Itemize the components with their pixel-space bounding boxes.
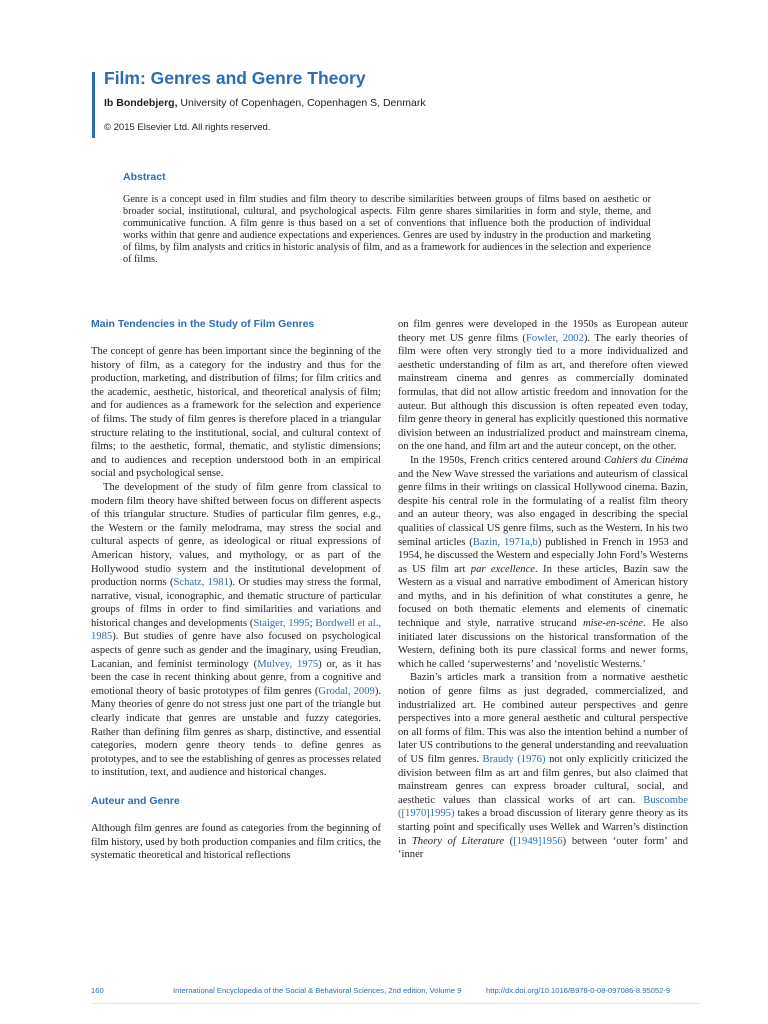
- citation-link[interactable]: Staiger, 1995: [253, 617, 310, 629]
- journal-citation: International Encyclopedia of the Social & Behavioral Sciences, 2nd edition, Volume 9: [173, 986, 462, 995]
- citation-link[interactable]: Buscombe ([1970]1995): [398, 794, 688, 820]
- abstract-heading: Abstract: [123, 171, 166, 183]
- left-column: [91, 317, 381, 863]
- page-number: 160: [91, 986, 104, 995]
- citation-link[interactable]: Schatz, 1981: [173, 577, 229, 589]
- citation-link[interactable]: [1949]1956: [513, 835, 563, 847]
- section-heading-auteur-and-genre: Auteur and Genre: [91, 795, 180, 807]
- paragraph: on film genres were developed in the 1950s as European auteur theory met US genre films (Fowler, 2002). The early theories of film were often very strongly tied to a more individualized and aesthetic understanding of film as art, and therefore often viewed mainstream cinema and genres as commercially dominated formulas, that did not allow artistic freedom and innovation for the auteur. But although this discussion is often repeated even today, film genre theory in general has explicitly questioned this normative division between an industrialized product and mainstream cinema, on the one hand, and film art and the auteur concept, on the other.: [398, 319, 688, 453]
- article-title: Film: Genres and Genre Theory: [104, 68, 366, 88]
- author-name: Ib Bondebjerg,: [104, 97, 178, 109]
- footer-divider: [91, 1003, 701, 1004]
- citation-link[interactable]: Grodal, 2009: [318, 685, 375, 697]
- citation-link[interactable]: Bordwell et al., 1985: [91, 617, 381, 643]
- citation-link[interactable]: Fowler, 2002: [525, 332, 584, 344]
- citation-link[interactable]: Mulvey, 1975: [257, 658, 319, 670]
- paragraph: The development of the study of film genre from classical to modern film theory have shifted between focus on different aspects of this triangular structure. Studies of particular film genres, e.g., the Western or the family melodrama, may stress the social and cultural aspects of genre, as ideological or ritual expressions of American history, values, and mythology, or as part of the Hollywood studio system and the institutional development of production norms (Schatz, 1981). Or studies may stress the formal, narrative, visual, iconographic, and thematic structure of particular groups of films in order to find similarities and variations and historical changes and developments (Staiger, 1995; Bordwell et al., 1985). But studies of genre have also focused on psychological aspects of genre such as gender and the imaginary, using Freudian, Lacanian, and feminist terminology (Mulvey, 1975) or, as it has been the case in recent thinking about genre, from a cognitive and emotional theory of basic prototypes of film genres (Grodal, 2009). Many theories of genre do not stress just one part of the triangle but clearly indicate that genres are unstable and fuzzy categories. Rather than defining film genres as sharp, distinctive, and essential categories, modern genre theory tends to define genres as prototypes, and to see the establishing of genres as processes related to institution, text, and audience and historical changes.: [91, 481, 381, 779]
- paragraph: Although film genres are found as categories from the beginning of film history, used by both production companies and film critics, the systematic theoretical and historical reflections: [91, 823, 381, 862]
- author-affiliation: University of Copenhagen, Copenhagen S, Denmark: [177, 97, 426, 109]
- copyright-notice: © 2015 Elsevier Ltd. All rights reserved.: [104, 122, 271, 133]
- citation-link[interactable]: Bazin, 1971a,b: [472, 536, 538, 548]
- paragraph: The concept of genre has been important since the beginning of the history of film, as a category for the industry and thus for the production, marketing, and distribution of films; for film critics and the academic, aesthetic, historical, and theoretical analysis of film; and for audiences as a framework for the selection and experience of films. The study of film genres is therefore placed in a triangular structure relating to the institutional, social, and cultural context of films; to the aesthetic, formal, thematic, and stylistic dimensions; and to audiences and reception understood both in an empirical social and psychological sense.: [91, 346, 381, 480]
- author-line: [104, 97, 426, 109]
- doi-link[interactable]: http://dx.doi.org/10.1016/B978-0-08-097086-8.95052-9: [486, 986, 671, 995]
- right-column: [398, 318, 688, 862]
- paragraph: Bazin’s articles mark a transition from a normative aesthetic notion of genre films as just degraded, commercialized, and industrialized art. He combined auteur perspectives and genre perspectives into a more general aesthetic and cultural perspective on all forms of film. This was also the intention behind a number of later US contributions to the general understanding and reevaluation of US film genres. Braudy (1976) not only explicitly criticized the division between film as art and film genres, but also claimed that mainstream genres can express broader cultural, social, and aesthetic values than classical works of art can. Buscombe ([1970]1995) takes a broad discussion of literary genre theory as its starting point and specifically uses Wellek and Warren’s distinction in Theory of Literature ([1949]1956) between ‘outer form’ and ‘inner: [398, 672, 688, 861]
- paragraph: In the 1950s, French critics centered around Cahiers du Cinéma and the New Wave stressed the variations and auteurism of classical genre films in their writings on classical Hollywood cinema. Bazin, despite his central role in the formulating of a realist film theory and an auteur theory, was also engaged in describing the special qualities of classical US genre films, such as the Western. In his two seminal articles (Bazin, 1971a,b) published in French in 1953 and 1954, he discussed the Western and especially John Ford’s Westerns as US film art par excellence. In these articles, Bazin saw the Western as a visual and narrative embodiment of American history and myths, and in his definition of what constitutes a genre, he focused on both thematic elements and elements of cinematic technique and style, narrative strucand mise-en-scène. He also initiated later discussions on the historical transformation of the Western, defining both its pure classical forms and newer forms, which he called ‘superwesterns’ and ‘novelistic Westerns.’: [398, 454, 689, 670]
- citation-link[interactable]: Braudy (1976): [482, 754, 546, 765]
- section-heading-main-tendencies: Main Tendencies in the Study of Film Genres: [91, 318, 315, 330]
- abstract-text: Genre is a concept used in film studies and film theory to describe similarities between groups of films based on aesthetic or broader social, institutional, cultural, and psychological aspects. Film genre shares similarities in form and style, theme, and communicative function. A film genre is thus based on a set of conventions that influence both the production of individual works within that genre and audience expectations and experiences. Genres are used by industry in the production and marketing of films, by film analysts and critics in historic analysis of film, and as a framework for audiences in the selection and experience of films.: [123, 194, 651, 265]
- title-accent-bar: [92, 72, 95, 138]
